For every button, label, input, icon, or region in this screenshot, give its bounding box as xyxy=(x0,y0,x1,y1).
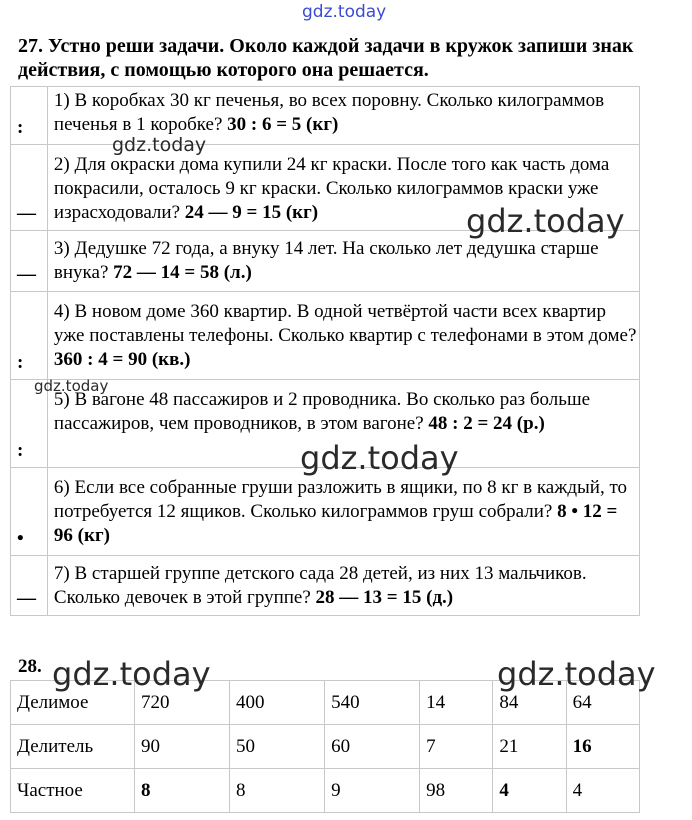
table-cell: 720 xyxy=(135,681,230,725)
problem-row xyxy=(11,556,640,616)
table-cell: 9 xyxy=(325,769,420,813)
table-cell: 4 xyxy=(493,769,566,813)
operation-sign: • xyxy=(11,468,48,556)
problem-answer: 8 • 12 = 96 (кг) xyxy=(53,501,618,546)
table-cell: 21 xyxy=(493,725,566,769)
row-label: Делитель xyxy=(11,725,135,769)
table-cell: 14 xyxy=(420,681,493,725)
table-row xyxy=(11,769,640,813)
division-table xyxy=(10,680,640,813)
problem-statement: 4) В новом доме 360 квартир. В одной четвёртой части всех квартир уже поставлены телефоны. Сколько квартир с телефонами в этом доме? xyxy=(53,301,637,346)
table-cell: 400 xyxy=(230,681,325,725)
operation-sign: — xyxy=(11,145,48,231)
problem-statement: 3) Дедушке 72 года, а внуку 14 лет. На сколько лет дедушка старше внука? xyxy=(53,238,599,283)
table-cell: 4 xyxy=(566,769,639,813)
watermark: gdz.today xyxy=(466,202,625,240)
problem-answer: 360 : 4 = 90 (кв.) xyxy=(53,349,191,370)
task-28-number: 28. xyxy=(18,656,42,677)
table-cell: 7 xyxy=(420,725,493,769)
problem-statement: 2) Для окраски дома купили 24 кг краски. После того как часть дома покрасили, осталось 9 кг краски. Сколько килограммов краски уже израсходовали? xyxy=(53,154,610,223)
watermark: gdz.today xyxy=(112,134,207,156)
problem-statement: 6) Если все собранные груши разложить в ящики, по 8 кг в каждый, то потребуется 12 ящиков. Сколько килограммов груш собрали? xyxy=(53,477,627,522)
problem-row xyxy=(11,468,640,556)
problem-answer: 24 — 9 = 15 (кг) xyxy=(184,202,319,223)
task-27-title: 27. Устно реши задачи. Около каждой задачи в кружок запиши знак действия, с помощью которого она решается. xyxy=(18,35,634,81)
table-cell: 90 xyxy=(135,725,230,769)
table-cell: 16 xyxy=(566,725,639,769)
problem-answer: 28 — 13 = 15 (д.) xyxy=(315,587,454,608)
watermark: gdz.today xyxy=(497,655,656,693)
table-cell: 8 xyxy=(135,769,230,813)
operation-sign: — xyxy=(11,556,48,616)
problem-answer: 30 : 6 = 5 (кг) xyxy=(227,114,339,135)
problem-row xyxy=(11,292,640,380)
watermark: gdz.today xyxy=(52,655,211,693)
problem-statement: 1) В коробках 30 кг печенья, во всех поровну. Сколько килограммов печенья в 1 коробке? xyxy=(53,90,605,135)
operation-sign: : xyxy=(11,87,48,145)
problem-statement: 7) В старшей группе детского сада 28 детей, из них 13 мальчиков. Сколько девочек в этой группе? xyxy=(53,563,587,608)
table-cell: 60 xyxy=(325,725,420,769)
problem-text xyxy=(47,292,639,380)
problem-text xyxy=(47,556,639,616)
task-27-table xyxy=(10,86,640,616)
table-row xyxy=(11,725,640,769)
row-label: Частное xyxy=(11,769,135,813)
row-label: Делимое xyxy=(11,681,135,725)
problem-row xyxy=(11,87,640,145)
problem-text xyxy=(47,468,639,556)
table-cell: 540 xyxy=(325,681,420,725)
operation-sign: — xyxy=(11,231,48,292)
problem-statement: 5) В вагоне 48 пассажиров и 2 проводника. Во сколько раз больше пассажиров, чем проводников, в этом вагоне? xyxy=(53,389,591,434)
table-cell: 50 xyxy=(230,725,325,769)
operation-sign: : xyxy=(11,380,48,468)
problem-answer: 72 — 14 = 58 (л.) xyxy=(113,262,252,283)
table-cell: 98 xyxy=(420,769,493,813)
table-cell: 64 xyxy=(566,681,639,725)
table-cell: 84 xyxy=(493,681,566,725)
problem-answer: 48 : 2 = 24 (р.) xyxy=(428,413,545,434)
operation-sign: : xyxy=(11,292,48,380)
watermark: gdz.today xyxy=(300,439,459,477)
watermark-top: gdz.today xyxy=(302,2,387,22)
watermark: gdz.today xyxy=(34,377,109,395)
table-cell: 8 xyxy=(230,769,325,813)
